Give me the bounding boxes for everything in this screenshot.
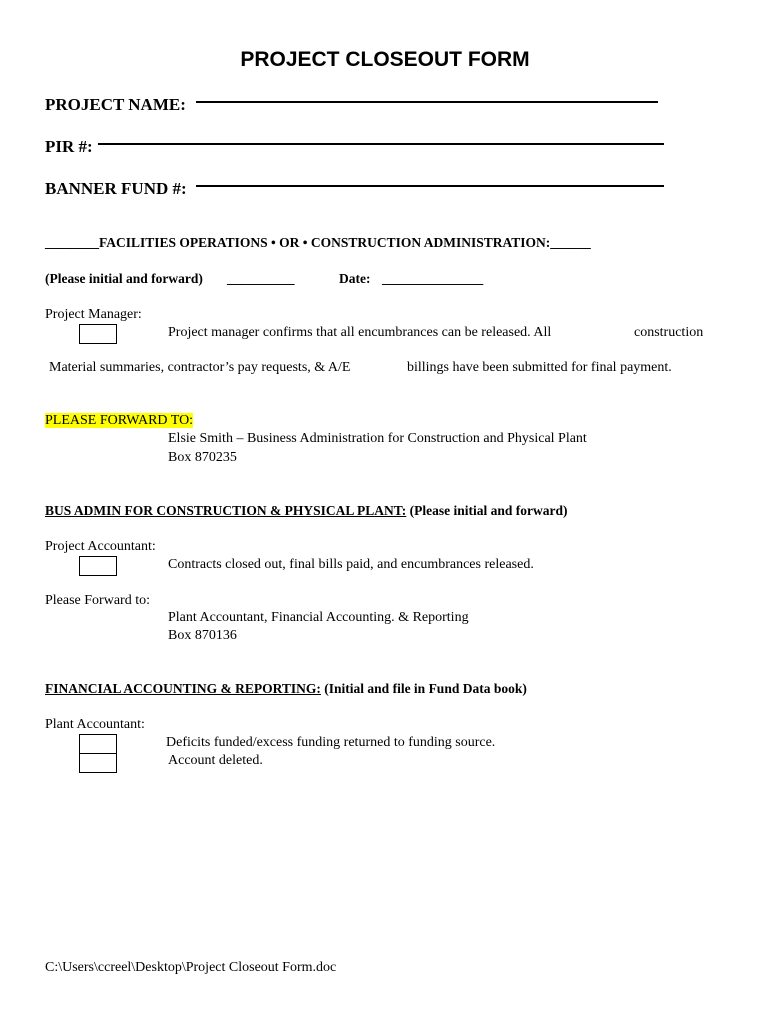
facilities-heading-line: [45, 235, 591, 251]
forward-recipient-2: Plant Accountant, Financial Accounting. & Reporting: [168, 610, 469, 625]
banner-fund-label: BANNER FUND #:: [45, 179, 187, 198]
forward-box-2: Box 870136: [168, 628, 237, 643]
pm-confirm-text-2: construction: [634, 325, 704, 340]
project-manager-label: Project Manager:: [45, 307, 142, 322]
footer-file-path: C:\Users\ccreel\Desktop\Project Closeout Form.doc: [45, 960, 337, 975]
form-title: PROJECT CLOSEOUT FORM: [240, 48, 530, 71]
pir-label: PIR #:: [45, 137, 93, 156]
project-accountant-label: Project Accountant:: [45, 539, 156, 554]
please-forward-highlight: PLEASE FORWARD TO:: [45, 413, 194, 428]
project-name-field[interactable]: [196, 101, 658, 103]
bus-admin-heading: BUS ADMIN FOR CONSTRUCTION & PHYSICAL PLANT:: [45, 503, 407, 518]
facilities-date-field[interactable]: _______________: [382, 271, 484, 286]
project-manager-initial-box[interactable]: [79, 324, 117, 344]
pm-confirm-text-3: Material summaries, contractor’s pay requests, & A/E: [49, 360, 351, 375]
financial-heading: FINANCIAL ACCOUNTING & REPORTING:: [45, 681, 321, 696]
facilities-initial-label: (Please initial and forward): [45, 271, 203, 286]
plant-accountant-initial-box-1[interactable]: [79, 734, 117, 754]
please-forward-label: [45, 413, 193, 429]
pm-confirm-text-1: Project manager confirms that all encumbrances can be released. All: [168, 325, 552, 340]
bus-admin-forward-label: Please Forward to:: [45, 593, 150, 608]
pir-field[interactable]: [98, 143, 664, 145]
project-accountant-initial-box[interactable]: [79, 556, 117, 576]
bus-admin-instruction: (Please initial and forward): [406, 503, 568, 518]
financial-instruction: (Initial and file in Fund Data book): [320, 681, 527, 696]
facilities-initial-field[interactable]: __________: [227, 271, 295, 286]
facilities-heading: FACILITIES OPERATIONS • OR • CONSTRUCTION ADMINISTRATION:: [99, 235, 551, 250]
pm-confirm-text-4: billings have been submitted for final payment.: [407, 360, 672, 375]
forward-box-1: Box 870235: [168, 450, 237, 465]
facilities-date-label: Date:: [339, 271, 371, 286]
facilities-suffix-blank: ______: [550, 235, 591, 250]
project-name-label: PROJECT NAME:: [45, 95, 186, 114]
bus-admin-heading-line: [45, 503, 568, 519]
banner-fund-field[interactable]: [196, 185, 664, 187]
plant-accountant-task-1: Deficits funded/excess funding returned to funding source.: [166, 735, 496, 750]
plant-accountant-task-2: Account deleted.: [168, 753, 263, 768]
project-accountant-task: Contracts closed out, final bills paid, and encumbrances released.: [168, 557, 534, 572]
plant-accountant-initial-box-2[interactable]: [79, 753, 117, 773]
forward-recipient-1: Elsie Smith – Business Administration for Construction and Physical Plant: [168, 431, 587, 446]
plant-accountant-label: Plant Accountant:: [45, 717, 145, 732]
facilities-prefix-blank: ________: [45, 235, 99, 250]
financial-heading-line: [45, 681, 527, 697]
